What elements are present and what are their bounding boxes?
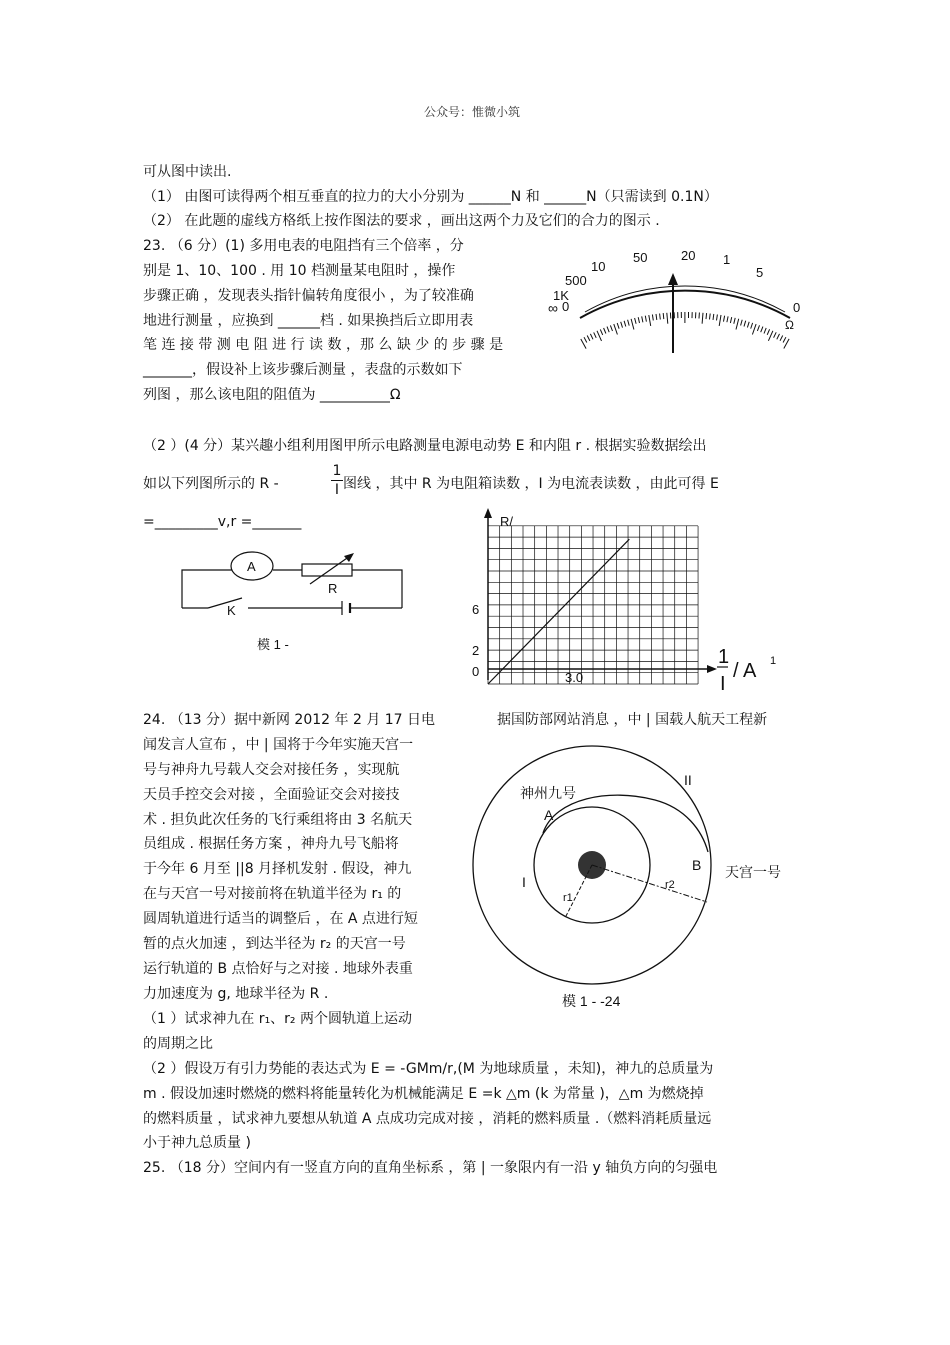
q23-line: 步骤正确 ，发现表头指针偏转角度很小 ，为了较准确 [143, 288, 474, 304]
q23-line: 别是 1、10、100 . 用 10 档测量某电阻时 ，操作 [143, 263, 456, 279]
dial-tick [724, 316, 725, 322]
scale-label: 5 [756, 265, 764, 280]
fraction-numerator: 1 [332, 463, 342, 479]
dial-tick [607, 327, 609, 333]
circuit-caption: 模 1 - [257, 637, 289, 652]
dial-tick [730, 317, 731, 323]
x-axis-numerator: 1 [718, 646, 730, 668]
q24-line: m . 假设加速时燃烧的燃料将能量转化为机械能满足 E =k △m (k 为常量 )，△m 为燃烧掉 [143, 1086, 704, 1102]
dial-tick [717, 315, 718, 321]
dial-tick [631, 319, 634, 330]
dial-tick [719, 315, 721, 326]
fraction-denominator: I [334, 482, 340, 498]
dial-tick [727, 316, 728, 322]
scale-label: 500 [565, 273, 587, 288]
q24-line: 天员手控交会对接 ，全面验证交会对接技 [143, 787, 400, 803]
q23-line: 笔 连 接 带 测 电 阻 进 行 读 数 ，那 么 缺 少 的 步 骤 是 [143, 337, 504, 353]
r-vs-1-over-i-graph [465, 508, 795, 703]
orbit-label: B [692, 857, 702, 873]
scale-label: 1 [723, 252, 731, 267]
y-axis-label: R/ [500, 514, 513, 529]
y-tick: 0 [472, 664, 480, 679]
rheostat-symbol [302, 564, 352, 576]
q23b-line: （2 ）(4 分）某兴趣小组利用图甲所示电路测量电源电动势 E 和内阻 r . 根据实验数据绘出 [143, 438, 707, 454]
orbit-label: 神州九号 [520, 785, 576, 801]
q24-line: 在与天宫一号对接前将在轨道半径为 r₁ 的 [143, 886, 402, 902]
orbit-label: A [544, 807, 554, 823]
dial-tick [645, 316, 646, 322]
dial-tick [635, 318, 637, 324]
q24-line: （2 ）假设万有引力势能的表达式为 E = -GMm/r,(M 为地球质量 ，未知)，神九的总质量为 [143, 1061, 714, 1077]
page-header: 公众号：惟微小筑 [424, 105, 521, 119]
orbit-label: r2 [665, 879, 675, 891]
dial-tick [621, 322, 623, 328]
orbit-caption: 模 1 - -24 [562, 993, 621, 1009]
dial-tick [667, 313, 668, 324]
q25-line: 25. （18 分）空间内有一竖直方向的直角坐标系 ，第 | 一象限内有一沿 y 轴负方向的匀强电 [143, 1160, 718, 1176]
q24-line: 24. （13 分）据中新网 2012 年 2 月 17 日电 [143, 712, 436, 728]
q24-line: 力加速度为 g, 地球半径为 R . [143, 986, 329, 1002]
dial-tick [597, 331, 602, 341]
switch-label: K [227, 603, 236, 618]
q24-line: （1 ）试求神九在 r₁、r₂ 两个圆轨道上运动 [143, 1011, 412, 1027]
dial-tick [642, 316, 643, 322]
dial-tick [656, 314, 657, 320]
orbit-label: 天宫一号 [725, 864, 781, 880]
q24-line: 员组成 . 根据任务方案 ，神舟九号飞船将 [143, 836, 399, 852]
text-line: （1） 由图可读得两个相互垂直的拉力的大小分别为 ______N 和 ______N（只需读到 0.1N） [143, 189, 718, 205]
data-line [488, 539, 629, 684]
dial-tick [663, 313, 664, 319]
q24-line: 闻发言人宣布 ，中 | 国将于今年实施天宫一 [143, 737, 414, 753]
dial-tick [649, 315, 651, 326]
q23b-line: =_________v,r =_______ [143, 514, 302, 530]
q24-line: 圆周轨道进行适当的调整后 ，在 A 点进行短 [143, 911, 418, 927]
dial-tick [614, 324, 618, 334]
q24-line: 暂的点火加速 ，到达半径为 r₂ 的天宫一号 [143, 936, 406, 952]
circuit-diagram [180, 548, 420, 658]
x-axis-exponent: 1 [770, 655, 777, 667]
y-tick: 2 [472, 643, 480, 658]
dial-tick [587, 336, 590, 341]
scale-label: 10 [591, 259, 606, 274]
dial-tick [747, 322, 749, 328]
dial-tick [638, 317, 639, 323]
dial-tick [652, 315, 653, 321]
q24-line: 的周期之比 [143, 1036, 213, 1052]
text-line: （2） 在此题的虚线方格纸上按作图法的要求 ，画出这两个力及它们的合力的图示 . [143, 213, 660, 229]
q23b-line: 图线 ，其中 R 为电阻箱读数 ，I 为电流表读数 ，由此可得 E [343, 476, 719, 492]
q24-line: 小于神九总质量 ) [143, 1135, 251, 1151]
ohmmeter-dial [545, 245, 815, 360]
dial-tick [604, 328, 606, 334]
dial-tick [751, 323, 753, 329]
orbit-label: II [684, 772, 692, 788]
dial-tick [600, 329, 602, 335]
resistor-label: R [328, 581, 338, 596]
dial-tick [741, 320, 743, 326]
dial-tick [780, 336, 783, 341]
dial-tick [617, 323, 619, 329]
dial-tick [736, 319, 739, 330]
dial-tick [783, 337, 786, 342]
q24-line: 号与神舟九号载人交会对接任务 ，实现航 [143, 762, 400, 778]
scale-label: 0 [562, 299, 570, 314]
q24-line: 运行轨道的 B 点恰好与之对接 . 地球外表重 [143, 961, 413, 977]
ammeter-label: A [247, 559, 256, 574]
text-line: 可从图中读出. [143, 164, 232, 180]
y-tick: 6 [472, 602, 480, 617]
dial-tick [761, 327, 763, 333]
dial-tick [584, 337, 587, 342]
q23b-line: 如以下列图所示的 R - [143, 476, 279, 492]
dial-tick [764, 328, 766, 334]
x-axis-denominator: I [720, 673, 726, 695]
scale-label: 50 [633, 250, 648, 265]
orbit-label: r1 [563, 892, 573, 904]
q24-line: 术 . 担负此次任务的飞行乘组将由 3 名航天 [143, 812, 413, 828]
dial-tick [590, 334, 593, 339]
dial-tick [624, 321, 626, 327]
orbit-label: I [522, 874, 526, 890]
fraction-1-over-I [331, 462, 343, 499]
ohm-unit: Ω [785, 318, 794, 332]
scale-label: 0 [793, 300, 801, 315]
dial-tick [702, 313, 703, 324]
q23-line: 地进行测量 ，应换到 ______档 . 如果换挡后立即用表 [143, 313, 474, 329]
dial-tick [744, 321, 746, 327]
dial-tick [660, 314, 661, 320]
dial-tick [767, 329, 769, 335]
dial-tick [628, 320, 630, 326]
switch-symbol [208, 598, 242, 608]
dial-tick [706, 313, 707, 319]
dial-tick [594, 332, 597, 337]
dial-tick [610, 325, 612, 331]
x-tick: 3.0 [565, 670, 584, 685]
dial-tick [713, 314, 714, 320]
q24-line: 的燃料质量 ，试求神九要想从轨道 A 点成功完成对接 ，消耗的燃料质量 .（燃料消耗质量远 [143, 1111, 712, 1127]
q24-line: 据国防部网站消息 ，中 | 国载人航天工程新 [497, 712, 768, 728]
dial-tick [734, 318, 735, 324]
dial-tick [757, 325, 759, 331]
orbit-diagram [470, 740, 810, 1010]
q23-line: _______，假设补上该步骤后测量 ，表盘的示数如下 [143, 362, 463, 378]
x-axis-unit: / A [733, 660, 757, 682]
q24-line: 于今年 6 月至 ||8 月择机发射 . 假设，神九 [143, 861, 412, 877]
dial-tick [777, 334, 780, 339]
scale-label: 20 [681, 248, 696, 263]
scale-label: 1K [553, 288, 569, 303]
q23-line: 23. （6 分）(1) 多用电表的电阻挡有三个倍率 ，分 [143, 238, 464, 254]
scale-label: ∞ [548, 300, 558, 316]
transfer-orbit [543, 795, 708, 852]
dial-tick [774, 332, 777, 337]
q23-line: 列图 ，那么该电阻的阻值为 __________Ω [143, 387, 401, 403]
dial-tick [752, 324, 756, 334]
dial-tick [768, 331, 773, 341]
dial-tick [710, 314, 711, 320]
